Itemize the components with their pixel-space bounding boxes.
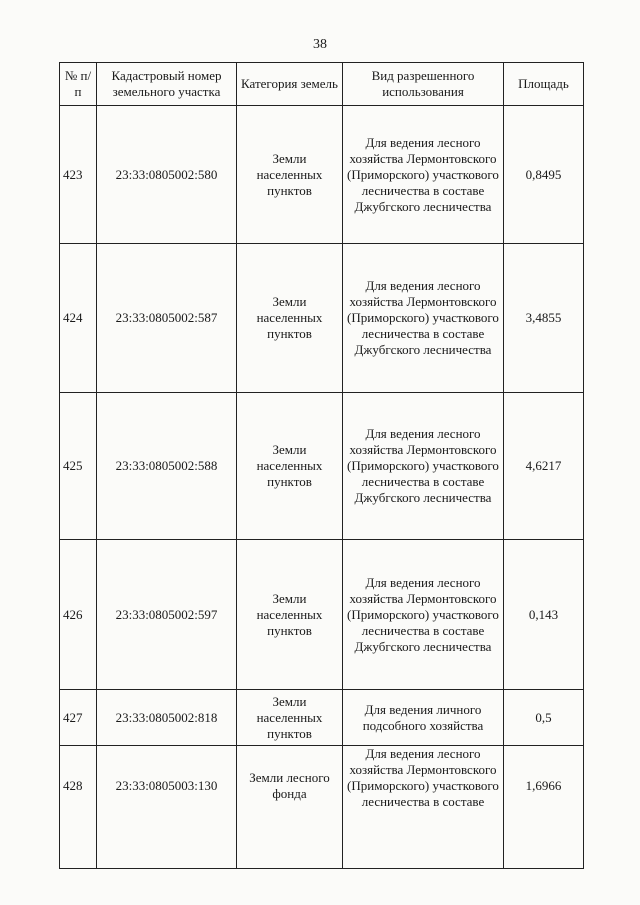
table-row <box>60 540 584 690</box>
area-value: 1,6966 <box>504 746 584 869</box>
land-category: Земли населенных пунктов <box>237 690 343 746</box>
table-header-row <box>60 63 584 106</box>
area-value: 0,143 <box>504 540 584 690</box>
area-value: 0,8495 <box>504 106 584 244</box>
table-row <box>60 244 584 393</box>
permitted-use: Для ведения лесного хозяйства Лермонтовского (Приморского) участкового лесничества в составе Джубгского лесничества <box>343 244 504 393</box>
permitted-use: Для ведения личного подсобного хозяйства <box>343 690 504 746</box>
table-row <box>60 746 584 869</box>
land-category: Земли лесного фонда <box>237 746 343 869</box>
permitted-use: Для ведения лесного хозяйства Лермонтовского (Приморского) участкового лесничества в составе Джубгского лесничества <box>343 540 504 690</box>
cadastral-number: 23:33:0805002:588 <box>97 393 237 540</box>
header-permitted-use: Вид разрешенного использования <box>343 63 504 106</box>
header-cadastral-number: Кадастровый номер земельного участка <box>97 63 237 106</box>
area-value: 3,4855 <box>504 244 584 393</box>
area-value: 0,5 <box>504 690 584 746</box>
page-number: 38 <box>313 37 327 52</box>
permitted-use: Для ведения лесного хозяйства Лермонтовского (Приморского) участкового лесничества в составе Джубгского лесничества <box>343 393 504 540</box>
area-value: 4,6217 <box>504 393 584 540</box>
land-category: Земли населенных пунктов <box>237 106 343 244</box>
row-number: 427 <box>60 690 97 746</box>
cadastral-number: 23:33:0805003:130 <box>97 746 237 869</box>
cadastral-number: 23:33:0805002:597 <box>97 540 237 690</box>
row-number: 424 <box>60 244 97 393</box>
table-row <box>60 690 584 746</box>
cadastral-number: 23:33:0805002:580 <box>97 106 237 244</box>
header-number: № п/п <box>60 63 97 106</box>
header-area: Площадь <box>504 63 584 106</box>
permitted-use: Для ведения лесного хозяйства Лермонтовского (Приморского) участкового лесничества в составе Джубгского лесничества <box>343 106 504 244</box>
row-number: 426 <box>60 540 97 690</box>
row-number: 428 <box>60 746 97 869</box>
cadastral-number: 23:33:0805002:818 <box>97 690 237 746</box>
land-category: Земли населенных пунктов <box>237 540 343 690</box>
land-category: Земли населенных пунктов <box>237 393 343 540</box>
table-row <box>60 393 584 540</box>
table-row <box>60 106 584 244</box>
cadastral-number: 23:33:0805002:587 <box>97 244 237 393</box>
permitted-use: Для ведения лесного хозяйства Лермонтовского (Приморского) участкового лесничества в составе <box>343 746 504 869</box>
row-number: 425 <box>60 393 97 540</box>
row-number: 423 <box>60 106 97 244</box>
land-category: Земли населенных пунктов <box>237 244 343 393</box>
header-land-category: Категория земель <box>237 63 343 106</box>
land-plots-table <box>59 62 584 869</box>
